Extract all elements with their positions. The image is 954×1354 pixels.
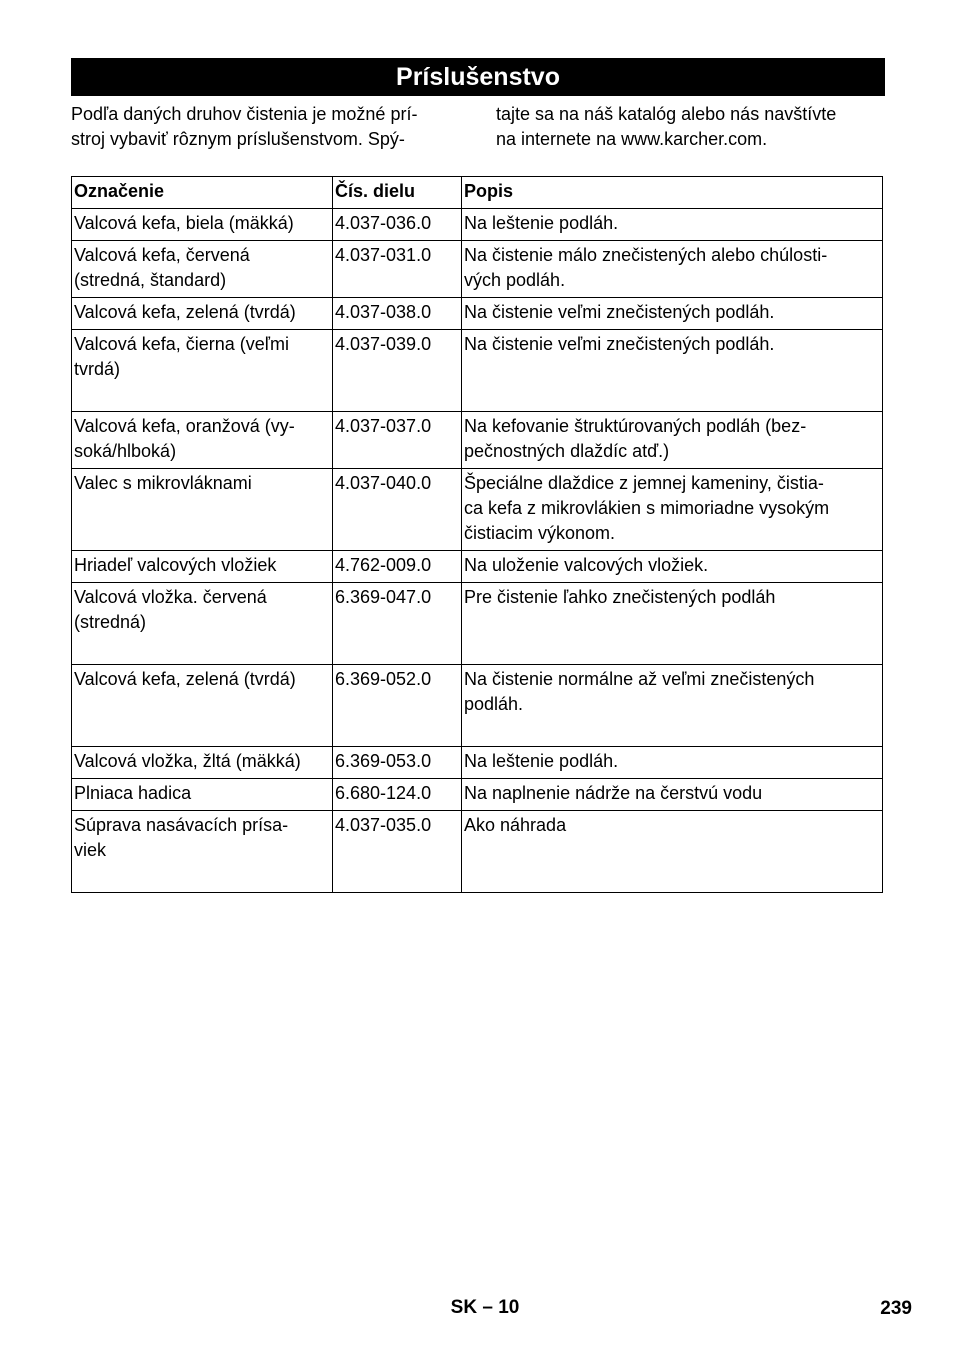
cell-designation: Hriadeľ valcových vložiek: [72, 551, 333, 583]
table-row: [72, 551, 883, 583]
cell-description: Na čistenie veľmi znečistených podláh.: [462, 330, 883, 412]
cell-part-number: 4.037-035.0: [333, 811, 462, 893]
cell-part-number: 6.369-052.0: [333, 665, 462, 747]
cell-description: Na naplnenie nádrže na čerstvú vodu: [462, 779, 883, 811]
table-row: [72, 241, 883, 298]
cell-description: Pre čistenie ľahko znečistených podláh: [462, 583, 883, 665]
cell-description: Špeciálne dlaždice z jemnej kameniny, čistia- ca kefa z mikrovlákien s mimoriadne vysokým čistiacim výkonom.: [462, 469, 883, 551]
table-row: [72, 779, 883, 811]
cell-designation: Plniaca hadica: [72, 779, 333, 811]
table-header-row: [72, 177, 883, 209]
table-row: [72, 330, 883, 412]
cell-part-number: 4.037-031.0: [333, 241, 462, 298]
cell-designation: Valcová kefa, zelená (tvrdá): [72, 298, 333, 330]
table-row: [72, 665, 883, 747]
cell-description: Na čistenie normálne až veľmi znečistených podláh.: [462, 665, 883, 747]
cell-designation: Valcová kefa, červená (stredná, štandard): [72, 241, 333, 298]
page-number: 239: [880, 1298, 912, 1319]
column-header-description: Popis: [462, 177, 883, 209]
table-row: [72, 747, 883, 779]
cell-part-number: 4.037-040.0: [333, 469, 462, 551]
cell-designation: Valcová kefa, zelená (tvrdá): [72, 665, 333, 747]
cell-designation: Valcová kefa, oranžová (vy- soká/hlboká): [72, 412, 333, 469]
cell-part-number: 6.369-053.0: [333, 747, 462, 779]
cell-description: Na leštenie podláh.: [462, 209, 883, 241]
cell-part-number: 4.037-038.0: [333, 298, 462, 330]
cell-description: Na uloženie valcových vložiek.: [462, 551, 883, 583]
intro-text-left: Podľa daných druhov čistenia je možné prí- stroj vybaviť rôznym príslušenstvom. Spý-: [71, 104, 418, 149]
cell-designation: Valcová vložka, žltá (mäkká): [72, 747, 333, 779]
accessories-table: [71, 176, 883, 893]
table-row: [72, 811, 883, 893]
cell-description: Na čistenie málo znečistených alebo chúlosti- vých podláh.: [462, 241, 883, 298]
table-row: [72, 583, 883, 665]
table-row: [72, 412, 883, 469]
cell-part-number: 4.037-039.0: [333, 330, 462, 412]
cell-part-number: 4.037-036.0: [333, 209, 462, 241]
cell-designation: Valcová kefa, biela (mäkká): [72, 209, 333, 241]
cell-description: Na čistenie veľmi znečistených podláh.: [462, 298, 883, 330]
footer-section-label: SK – 10: [450, 1297, 520, 1318]
cell-part-number: 4.762-009.0: [333, 551, 462, 583]
cell-description: Na kefovanie štruktúrovaných podláh (bez- pečnostných dlaždíc atď.): [462, 412, 883, 469]
column-header-designation: Označenie: [72, 177, 333, 209]
page-title: Príslušenstvo: [71, 58, 885, 96]
cell-part-number: 6.369-047.0: [333, 583, 462, 665]
cell-designation: Valcová vložka. červená (stredná): [72, 583, 333, 665]
cell-designation: Valec s mikrovláknami: [72, 469, 333, 551]
table-row: [72, 209, 883, 241]
cell-designation: Súprava nasávacích prísa- viek: [72, 811, 333, 893]
cell-description: Ako náhrada: [462, 811, 883, 893]
column-header-part-number: Čís. dielu: [333, 177, 462, 209]
cell-part-number: 6.680-124.0: [333, 779, 462, 811]
table-row: [72, 298, 883, 330]
cell-description: Na leštenie podláh.: [462, 747, 883, 779]
intro-text-right: tajte sa na náš katalóg alebo nás navštívte na internete na www.karcher.com.: [496, 104, 837, 149]
table-row: [72, 469, 883, 551]
cell-designation: Valcová kefa, čierna (veľmi tvrdá): [72, 330, 333, 412]
cell-part-number: 4.037-037.0: [333, 412, 462, 469]
